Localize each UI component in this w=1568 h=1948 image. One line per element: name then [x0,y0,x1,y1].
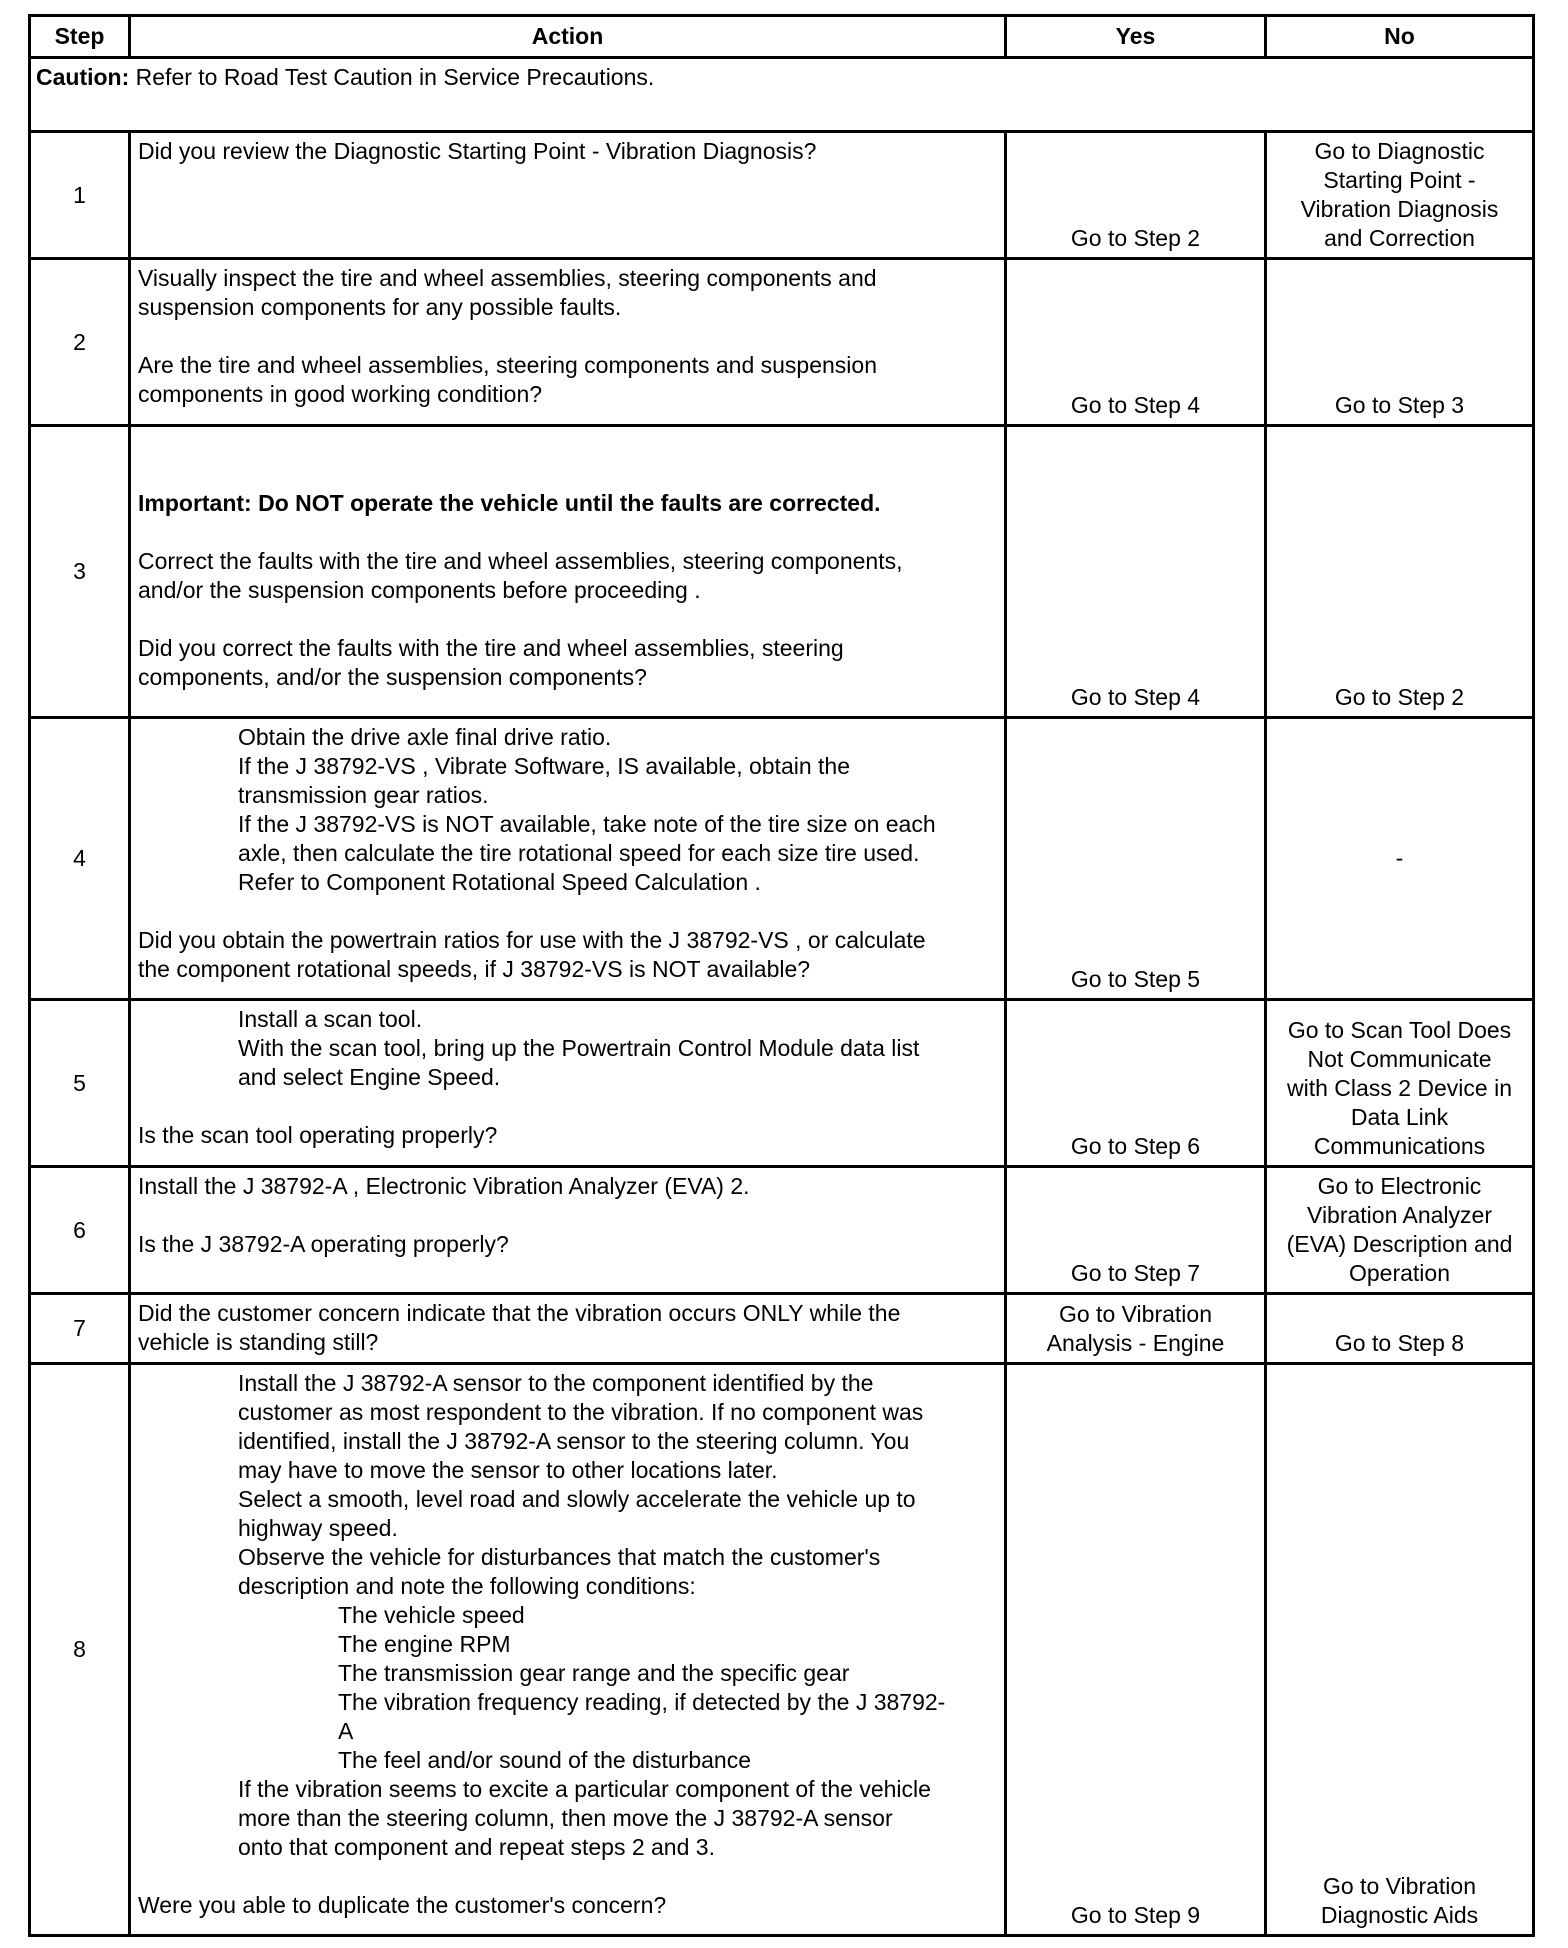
yes-cell [1006,426,1266,718]
diagnostic-table [28,14,1535,1937]
sub-bullet-text: The engine RPM [338,1631,511,1657]
step-number: 1 [30,132,130,259]
yes-cell [1006,1364,1266,1936]
yes-cell [1006,1294,1266,1364]
question-text: Did the customer concern indicate that the vibration occurs ONLY while the vehicle is standing still? [138,1300,901,1355]
no-cell [1266,1294,1534,1364]
caution-row [30,58,1534,132]
table-row [30,718,1534,1000]
bullet-text: If the J 38792-VS , Vibrate Software, IS available, obtain the transmission gear ratios. [238,753,851,808]
table-row [30,259,1534,426]
no-text: - [1395,845,1404,871]
bullet-text: If the J 38792-VS is NOT available, take note of the tire size on each axle, then calculate the tire rotational speed for each size tire used. Refer to Component Rotational Speed Calculation . [238,811,936,895]
action-cell [130,132,1006,259]
header-row [30,16,1534,58]
action-cell [130,1294,1006,1364]
action-text: Correct the faults with the tire and wheel assemblies, steering components, and/or the suspension components before proceeding . [138,548,903,603]
action-cell [130,1167,1006,1294]
no-text: Go to Step 3 [1334,392,1465,418]
no-cell [1266,426,1534,718]
step-number: 2 [30,259,130,426]
yes-cell [1006,1000,1266,1167]
yes-text: Go to Step 6 [1070,1133,1201,1159]
sub-bullet-text: The vibration frequency reading, if detected by the J 38792- A [338,1689,946,1744]
no-text: Go to Diagnostic Starting Point - Vibration Diagnosis and Correction [1300,138,1499,251]
yes-text: Go to Step 4 [1070,684,1201,710]
caution-text: Refer to Road Test Caution in Service Precautions. [129,64,655,90]
no-cell [1266,1364,1534,1936]
no-text: Go to Electronic Vibration Analyzer (EVA) Description and Operation [1286,1173,1513,1286]
yes-text: Go to Step 4 [1070,392,1201,418]
yes-text: Go to Step 9 [1070,1902,1201,1928]
no-cell [1266,718,1534,1000]
important-note: Important: Do NOT operate the vehicle until the faults are corrected. [138,490,881,516]
no-text: Go to Step 8 [1334,1330,1465,1356]
step-number: 4 [30,718,130,1000]
yes-text: Go to Step 5 [1070,966,1201,992]
caution-cell [30,58,1534,132]
step-number: 8 [30,1364,130,1936]
yes-cell [1006,259,1266,426]
table-row [30,1167,1534,1294]
no-cell [1266,132,1534,259]
no-text: Go to Vibration Diagnostic Aids [1320,1873,1479,1928]
sub-bullet-text: The vehicle speed [338,1602,525,1628]
step-number: 5 [30,1000,130,1167]
no-text: Go to Scan Tool Does Not Communicate with Class 2 Device in Data Link Communications [1287,1017,1512,1159]
yes-text: Go to Step 7 [1070,1260,1201,1286]
question-text: Were you able to duplicate the customer's concern? [138,1892,667,1918]
yes-cell [1006,1167,1266,1294]
action-text: Install the J 38792-A , Electronic Vibration Analyzer (EVA) 2. [138,1173,750,1199]
yes-text: Go to Vibration Analysis - Engine [1046,1301,1225,1356]
table-row [30,1364,1534,1936]
action-text: Did you review the Diagnostic Starting Point - Vibration Diagnosis? [138,138,817,164]
step-number: 3 [30,426,130,718]
caution-label: Caution: [36,64,130,90]
yes-cell [1006,718,1266,1000]
action-text: Visually inspect the tire and wheel assemblies, steering components and suspension components for any possible faults. [138,265,877,320]
table-row [30,1294,1534,1364]
no-text: Go to Step 2 [1334,684,1465,710]
no-cell [1266,259,1534,426]
yes-cell [1006,132,1266,259]
action-cell [130,426,1006,718]
bullet-text: With the scan tool, bring up the Powertrain Control Module data list and select Engine Speed. [238,1035,920,1090]
question-text: Did you obtain the powertrain ratios for use with the J 38792-VS , or calculate the component rotational speeds, if J 38792-VS is NOT available? [138,927,926,982]
bullet-text: Select a smooth, level road and slowly accelerate the vehicle up to highway speed. [238,1486,916,1541]
step-number: 7 [30,1294,130,1364]
action-cell [130,259,1006,426]
question-text: Is the J 38792-A operating properly? [138,1231,509,1257]
question-text: Is the scan tool operating properly? [138,1122,498,1148]
table-row [30,132,1534,259]
action-cell [130,1364,1006,1936]
bullet-text: Install the J 38792-A sensor to the component identified by the customer as most respondent to the vibration. If no component was identified, install the J 38792-A sensor to the steering column. You may have to move the sensor to other locations later. [238,1370,924,1483]
yes-text: Go to Step 2 [1070,225,1201,251]
header-action: Action [130,16,1006,58]
no-cell [1266,1167,1534,1294]
header-no: No [1266,16,1534,58]
action-cell [130,718,1006,1000]
bullet-text: Install a scan tool. [238,1006,423,1032]
bullet-text: Obtain the drive axle final drive ratio. [238,724,612,750]
question-text: Are the tire and wheel assemblies, steering components and suspension components in good working condition? [138,352,877,407]
step-number: 6 [30,1167,130,1294]
table-row [30,1000,1534,1167]
table-row [30,426,1534,718]
bullet-text: If the vibration seems to excite a particular component of the vehicle more than the steering column, then move the J 38792-A sensor onto that component and repeat steps 2 and 3. [238,1776,931,1860]
sub-bullet-text: The feel and/or sound of the disturbance [338,1747,752,1773]
sub-bullet-text: The transmission gear range and the specific gear [338,1660,850,1686]
no-cell [1266,1000,1534,1167]
question-text: Did you correct the faults with the tire and wheel assemblies, steering components, and/or the suspension components? [138,635,844,690]
action-cell [130,1000,1006,1167]
header-yes: Yes [1006,16,1266,58]
header-step: Step [30,16,130,58]
bullet-text: Observe the vehicle for disturbances that match the customer's description and note the following conditions: [238,1544,881,1599]
